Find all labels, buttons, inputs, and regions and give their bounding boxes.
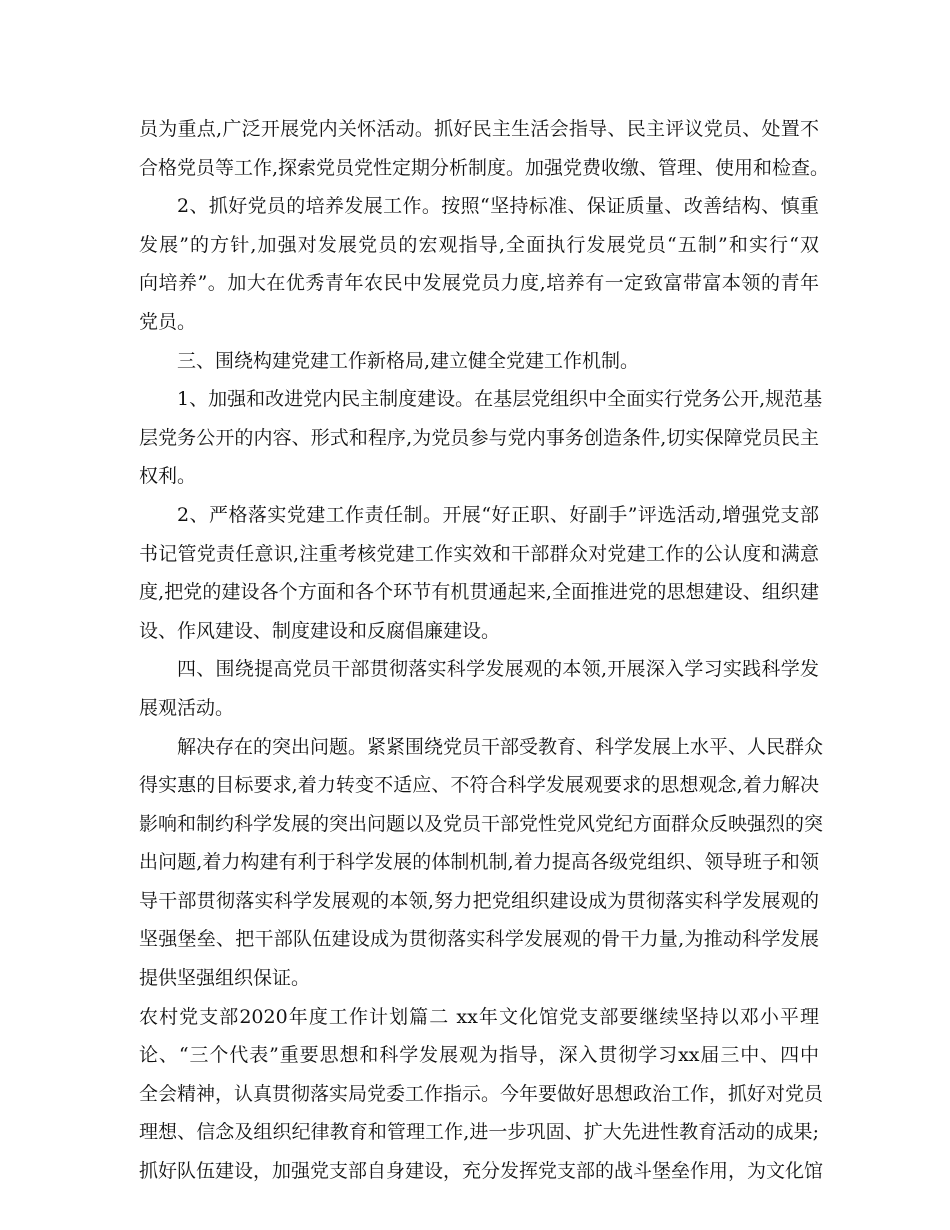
text-line-content: 合格党员等工作,探索党员党性定期分析制度。加强党费收缴、管理、使用和检查。: [139, 156, 830, 179]
text-line-content: 展观活动。: [139, 696, 235, 719]
text-line: [139, 920, 819, 959]
text-line: [139, 457, 819, 496]
text-line-content: 解决存在的突出问题。紧紧围绕党员干部受教育、科学发展上水平、人民群众: [177, 735, 824, 758]
text-line-content: 农村党支部2020年度工作计划篇二 xx年文化馆党支部要继续坚持以邓小平理: [139, 1005, 819, 1028]
text-line-content: 向培养”。加大在优秀青年农民中发展党员力度,培养有一定致富带富本领的青年: [139, 272, 819, 295]
text-line: [139, 998, 819, 1037]
text-line: [139, 612, 819, 651]
text-line-content: 出问题,着力构建有利于科学发展的体制机制,着力提高各级党组织、领导班子和领: [139, 851, 819, 874]
text-line: [139, 535, 819, 574]
text-line: [139, 187, 819, 226]
text-line-content: 员为重点,广泛开展党内关怀活动。抓好民主生活会指导、民主评议党员、处置不: [139, 118, 819, 140]
text-line: [139, 1152, 824, 1191]
text-line-content: 四、围绕提高党员干部贯彻落实科学发展观的本领,开展深入学习实践科学发: [177, 658, 819, 681]
text-line-content: 发展”的方针,加强对发展党员的宏观指导,全面执行发展党员“五制”和实行“双: [139, 233, 819, 256]
text-line-content: 书记管党责任意识,注重考核党建工作实效和干部群众对党建工作的公认度和满意: [139, 542, 819, 565]
text-line: [139, 959, 819, 998]
text-line: [139, 264, 819, 303]
text-line-content: 2、抓好党员的培养发展工作。按照“坚持标准、保证质量、改善结构、慎重: [177, 195, 819, 218]
text-line-content: 论、“三个代表”重要思想和科学发展观为指导，深入贯彻学习xx届三中、四中: [139, 1044, 819, 1067]
text-line: [139, 1113, 819, 1152]
text-line: [139, 110, 819, 149]
text-line: [139, 380, 823, 419]
text-line: [139, 843, 819, 882]
text-line-content: 得实惠的目标要求,着力转变不适应、不符合科学发展观要求的思想观念,着力解决: [139, 774, 819, 797]
text-line-content: 2、严格落实党建工作责任制。开展“好正职、好副手”评选活动,增强党支部: [177, 503, 819, 526]
text-line-content: 提供坚强组织保证。: [139, 967, 311, 990]
text-line: [139, 882, 819, 921]
text-line-content: 影响和制约科学发展的突出问题以及党员干部党性党风党纪方面群众反映强烈的突: [139, 812, 824, 835]
text-line-content: 导干部贯彻落实科学发展观的本领,努力把党组织建设成为贯彻落实科学发展观的: [139, 889, 819, 912]
text-line: [139, 689, 819, 728]
text-line-content: 抓好队伍建设，加强党支部自身建设，充分发挥党支部的战斗堡垒作用，为文化馆: [139, 1160, 824, 1183]
text-line-content: 设、作风建设、制度建设和反腐倡廉建设。: [139, 619, 501, 642]
text-line: [139, 805, 824, 844]
text-line: [139, 766, 819, 805]
text-line: [139, 342, 819, 381]
text-line: [139, 573, 819, 612]
text-line-content: 理想、信念及组织纪律教育和管理工作,进一步巩固、扩大先进性教育活动的成果;: [139, 1121, 819, 1144]
text-line-content: 坚强堡垒、把干部队伍建设成为贯彻落实科学发展观的骨干力量,为推动科学发展: [139, 928, 819, 951]
text-line: [139, 1036, 819, 1075]
text-line: [139, 496, 819, 535]
text-line: [139, 650, 819, 689]
text-line: [139, 728, 824, 767]
text-line-content: 层党务公开的内容、形式和程序,为党员参与党内事务创造条件,切实保障党员民主: [139, 426, 819, 449]
document-body: [139, 110, 830, 1191]
text-line-content: 1、加强和改进党内民主制度建设。在基层党组织中全面实行党务公开,规范基: [177, 388, 823, 411]
text-line-content: 三、围绕构建党建工作新格局,建立健全党建工作机制。: [177, 349, 640, 372]
text-line: [139, 226, 819, 265]
text-line: [139, 1075, 824, 1114]
text-line-content: 党员。: [139, 310, 197, 333]
text-line: [139, 303, 819, 342]
text-line-content: 全会精神，认真贯彻落实局党委工作指示。今年要做好思想政治工作，抓好对党员: [139, 1082, 824, 1105]
text-line: [139, 419, 819, 458]
text-line-content: 度,把党的建设各个方面和各个环节有机贯通起来,全面推进党的思想建设、组织建: [139, 581, 819, 604]
text-line-content: 权利。: [139, 465, 197, 488]
text-line: [139, 149, 830, 188]
